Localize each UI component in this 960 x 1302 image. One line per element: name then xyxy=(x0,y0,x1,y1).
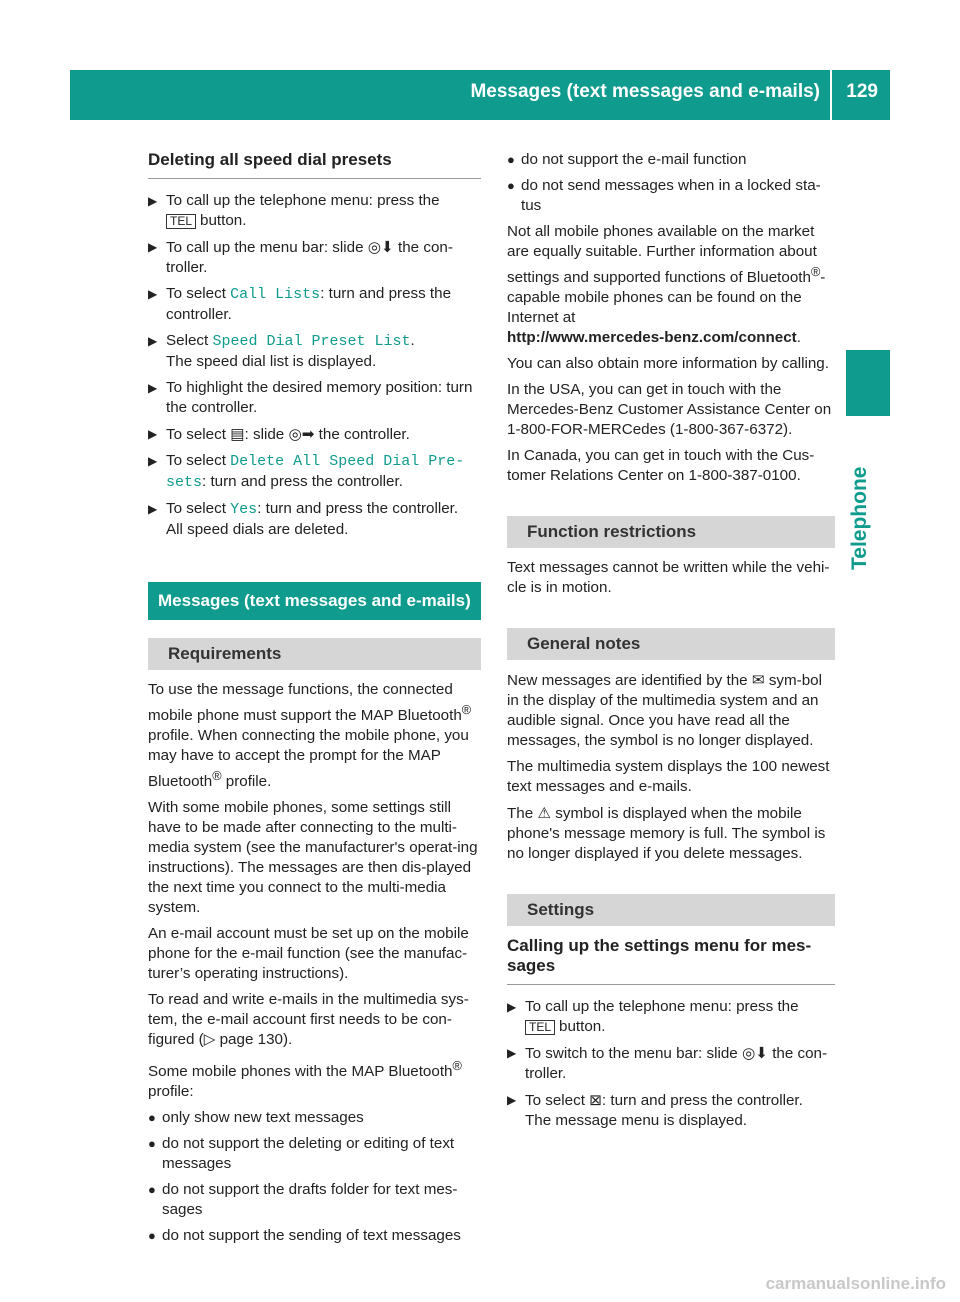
paragraph: To read and write e-mails in the multimedia sys-tem, the e-mail account first needs to be con-figured (▷ page 130). xyxy=(148,991,469,1049)
paragraph: The ⚠ symbol is displayed when the mobile phone's message memory is full. The symbol is no longer displayed if you delete messages. xyxy=(507,804,826,863)
paragraph: In the USA, you can get in touch with the Mercedes-Benz Customer Assistance Center on 1-800-FOR-MERCedes (1-800-367-6372). xyxy=(507,381,832,439)
step: ▶ To select ▤: slide ◎➡ the controller. xyxy=(148,425,410,443)
menu-item-call-lists: Call Lists xyxy=(230,286,321,303)
step-arrow-icon: ▶ xyxy=(148,454,158,468)
paragraph: Some mobile phones with the MAP Bluetooth® profile: xyxy=(148,1059,462,1101)
step-arrow-icon: ▶ xyxy=(148,240,158,254)
left-column xyxy=(148,150,481,1252)
list-item: ● only show new text messages xyxy=(148,1109,364,1127)
menu-item-delete-all: Delete All Speed Dial Pre‐ sets xyxy=(166,453,465,491)
step: ▶ To call up the menu bar: slide ◎⬇ the con-troller. xyxy=(148,238,453,276)
step-arrow-icon: ▶ xyxy=(507,1046,517,1061)
options-menu-icon: ▤ xyxy=(230,425,245,443)
step: ▶ To highlight the desired memory position: turn the controller. xyxy=(148,379,473,416)
step-arrow-icon: ▶ xyxy=(148,502,158,516)
section-band-settings: Settings xyxy=(507,894,835,926)
section-heading-speed-dial: Deleting all speed dial presets xyxy=(148,150,481,179)
controller-slide-down-icon: ◎⬇ xyxy=(741,1044,768,1063)
step-arrow-icon: ▶ xyxy=(507,1000,517,1015)
envelope-icon: ✉ xyxy=(751,671,765,690)
section-band-messages: Messages (text messages and e-mails) xyxy=(148,582,481,620)
paragraph: Text messages cannot be written while the vehi-cle is in motion. xyxy=(507,559,830,597)
list-item: ● do not support the e-mail function xyxy=(507,151,747,168)
list-item: ● do not support the drafts folder for text mes-sages xyxy=(148,1181,458,1219)
step-arrow-icon: ▶ xyxy=(148,427,158,441)
paragraph: To use the message functions, the connected mobile phone must support the MAP Bluetooth® profile. When connecting the mobile phone, you may have to accept the prompt for the MAP Bluetooth® profile. xyxy=(148,681,472,791)
step-arrow-icon: ▶ xyxy=(148,381,158,395)
right-column xyxy=(507,150,835,1137)
tel-button-icon: TEL xyxy=(166,214,196,229)
footer-watermark: carmanualsonline.info xyxy=(765,1274,946,1293)
message-menu-icon: ⊠ xyxy=(589,1091,602,1110)
step: ▶ To call up the telephone menu: press the TEL button. xyxy=(148,192,440,229)
step: ▶ To switch to the menu bar: slide ◎⬇ the con-troller. xyxy=(507,1044,828,1083)
list-item: ● do not support the sending of text messages xyxy=(148,1227,461,1245)
step: ▶ To select Call Lists: turn and press the controller. xyxy=(148,285,452,323)
header-title: Messages (text messages and e-mails) xyxy=(470,81,820,102)
section-heading-settings-menu: Calling up the settings menu for mes-sages xyxy=(507,936,835,985)
controller-slide-down-icon: ◎⬇ xyxy=(367,238,394,256)
memory-full-icon: ⚠ xyxy=(537,804,552,823)
paragraph: New messages are identified by the ✉ sym-bol in the display of the multimedia system and an audible signal. Once you have read all the messages, the symbol is no longer displayed. xyxy=(507,671,822,750)
step: ▶ To select Delete All Speed Dial Pre‐ sets: turn and press the controller. xyxy=(148,452,465,491)
tel-button-icon: TEL xyxy=(525,1020,555,1035)
section-band-requirements: Requirements xyxy=(148,638,481,670)
paragraph: Not all mobile phones available on the market are equally suitable. Further information about settings and supported functions of Bluetooth®-capable mobile phones can be found on the Internet at http://www.mercedes-benz.com/connect. xyxy=(507,223,826,347)
step-arrow-icon: ▶ xyxy=(148,194,158,208)
page-number: 129 xyxy=(846,81,878,102)
menu-item-yes: Yes xyxy=(230,501,258,518)
step: ▶ To select Yes: turn and press the controller. All speed dials are deleted. xyxy=(148,500,459,538)
section-band-general-notes: General notes xyxy=(507,628,835,660)
side-tab-marker xyxy=(846,350,890,416)
paragraph: You can also obtain more information by calling. xyxy=(507,355,829,373)
paragraph: With some mobile phones, some settings still have to be made after connecting to the multi-media system (see the manufacturer's operat-ing instructions). The messages are then dis-played the next time you connect to the multi-media system. xyxy=(148,799,478,917)
section-band-function-restrictions: Function restrictions xyxy=(507,516,835,548)
step-arrow-icon: ▶ xyxy=(148,287,158,301)
list-item: ● do not send messages when in a locked sta-tus xyxy=(507,177,821,214)
list-item: ● do not support the deleting or editing of text messages xyxy=(148,1135,455,1173)
header-divider xyxy=(830,70,832,120)
controller-slide-right-icon: ◎➡ xyxy=(288,425,315,443)
paragraph: An e-mail account must be set up on the mobile phone for the e-mail function (see the manufac-turer’s operating instructions). xyxy=(148,925,469,983)
menu-item-speed-dial-preset-list: Speed Dial Preset List xyxy=(212,333,411,350)
paragraph: In Canada, you can get in touch with the Cus-tomer Relations Center on 1-800-387-0100. xyxy=(507,447,815,485)
step-arrow-icon: ▶ xyxy=(507,1093,517,1108)
page-header xyxy=(70,70,890,120)
connect-url-link[interactable]: http://www.mercedes-benz.com/connect xyxy=(507,329,797,347)
step: ▶ Select Speed Dial Preset List. The speed dial list is displayed. xyxy=(148,332,415,370)
step: ▶ To call up the telephone menu: press the TEL button. xyxy=(507,998,799,1036)
side-tab-label: Telephone xyxy=(848,466,871,570)
step-arrow-icon: ▶ xyxy=(148,334,158,348)
paragraph: The multimedia system displays the 100 newest text messages and e-mails. xyxy=(507,758,830,796)
step: ▶ To select ⊠: turn and press the controller. The message menu is displayed. xyxy=(507,1091,803,1130)
